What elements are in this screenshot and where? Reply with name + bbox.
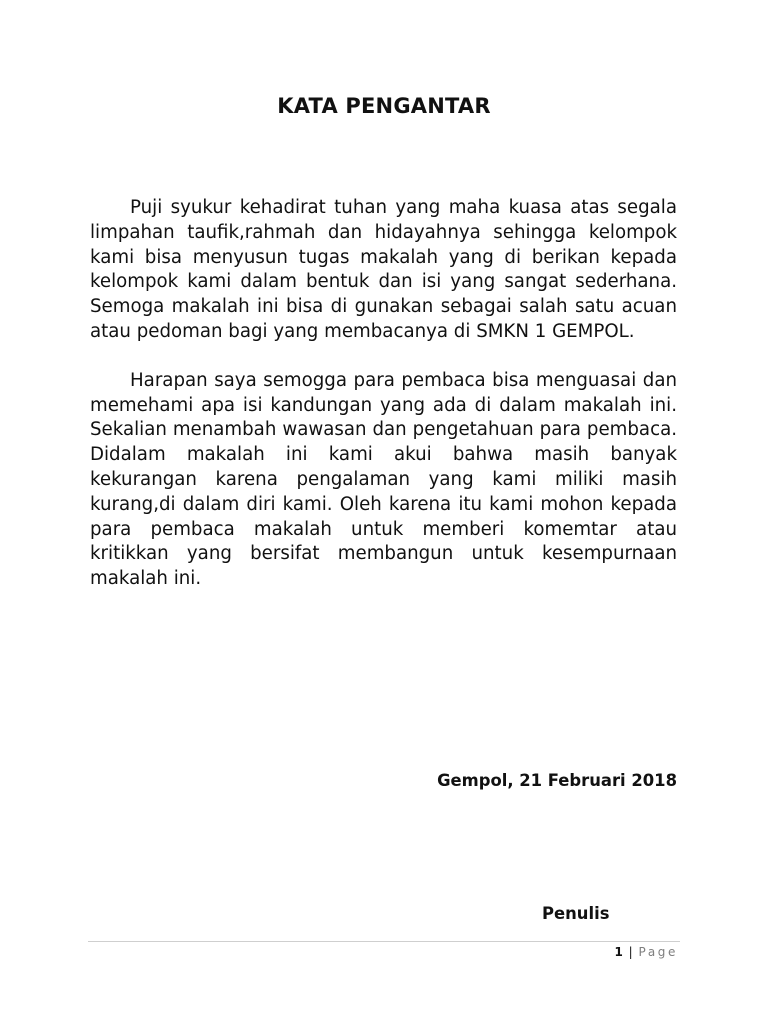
footer-separator: | (628, 945, 633, 959)
footer-divider (88, 941, 680, 942)
signoff-place-date: Gempol, 21 Februari 2018 (437, 771, 677, 790)
signoff-author: Penulis (542, 904, 610, 923)
paragraph-2: Harapan saya semogga para pembaca bisa menguasai dan memehami apa isi kandungan yang ada di dalam makalah ini. Sekalian menambah wawasan dan pengetahuan para pembaca. Didalam makalah ini kami akui bahwa masih banyak kekurangan karena pengalaman yang kami miliki masih kurang,di dalam diri kami. Oleh karena itu kami mohon kepada para pembaca makalah untuk memberi komemtar atau kritikkan yang bersifat membangun untuk kesempurnaan makalah ini. (90, 369, 677, 590)
page-label: Page (638, 945, 678, 959)
page-footer (614, 944, 678, 960)
body-text (90, 196, 677, 616)
page-number: 1 (614, 945, 623, 959)
page-title: KATA PENGANTAR (277, 94, 491, 118)
paragraph-1: Puji syukur kehadirat tuhan yang maha kuasa atas segala limpahan taufik,rahmah dan hidayahnya sehingga kelompok kami bisa menyusun tugas makalah yang di berikan kepada kelompok kami dalam bentuk dan isi yang sangat sederhana. Semoga makalah ini bisa di gunakan sebagai salah satu acuan atau pedoman bagi yang membacanya di SMKN 1 GEMPOL. (90, 197, 677, 342)
